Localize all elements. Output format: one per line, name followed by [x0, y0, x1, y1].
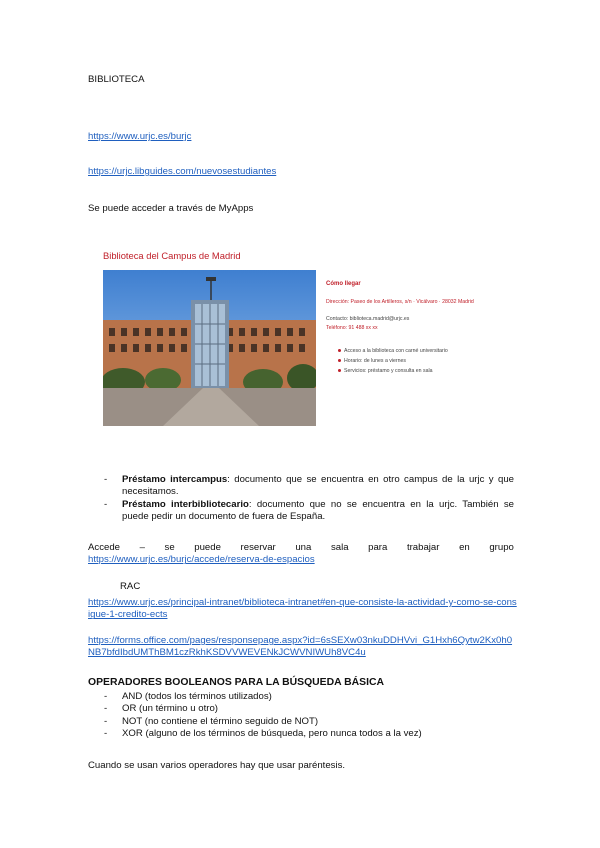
list-item: [104, 474, 514, 499]
libguides-link[interactable]: https://urjc.libguides.com/nuevosestudiantes: [88, 166, 277, 177]
myapps-text: Se puede acceder a través de MyApps: [88, 203, 254, 214]
word: grupo: [489, 542, 514, 553]
slide-panel-line: Acceso a la biblioteca con carné universitario: [344, 348, 448, 354]
word: reservar: [240, 542, 276, 553]
list-item: [104, 716, 422, 728]
operator-text: XOR (alguno de los términos de búsqueda, pero nunca todos a la vez): [122, 728, 422, 740]
forms-link[interactable]: https://forms.office.com/pages/responsepage.aspx?id=6sSEXw03nkuDDHVvi_G1Hxh6Qytw2Kx0h0NB7bfdIbdUMThBM1czRkhKSDVVWEVENkJCWVNIWUh8VC4u: [88, 635, 513, 659]
urjc-library-link[interactable]: https://www.urjc.es/burjc: [88, 131, 192, 142]
dash-bullet-icon: -: [104, 691, 108, 702]
word: Accede: [88, 542, 120, 553]
list-item: [104, 703, 422, 715]
word: trabajar: [406, 542, 440, 553]
reserva-espacios-link[interactable]: https://www.urjc.es/burjc/accede/reserva-de-espacios: [88, 554, 315, 566]
slide-panel-line: Servicios: préstamo y consulta en sala: [344, 368, 433, 374]
slide-bullet-icon: [338, 369, 341, 372]
parentheses-note: Cuando se usan varios operadores hay que usar paréntesis.: [88, 760, 346, 771]
term-bold: Préstamo interbibliotecario: [122, 498, 249, 510]
slide-title: Biblioteca del Campus de Madrid: [103, 250, 241, 261]
list-item: [104, 499, 514, 524]
rac-label: RAC: [120, 581, 141, 592]
accede-paragraph: [88, 542, 514, 567]
slide-panel-line: Contacto: biblioteca.madrid@urjc.es: [326, 316, 410, 322]
word: en: [459, 542, 470, 553]
slide-panel-line: Teléfono: 91 488 xx xx: [326, 325, 378, 331]
word: –: [139, 542, 145, 553]
slide-panel-heading: Cómo llegar: [326, 281, 361, 287]
operator-text: NOT (no contiene el término seguido de NOT): [122, 715, 319, 727]
dash-bullet-icon: -: [104, 703, 108, 715]
dash-bullet-icon: -: [104, 474, 108, 485]
word: puede: [194, 542, 221, 553]
term-bold: Préstamo intercampus: [122, 474, 228, 485]
rac-intranet-link[interactable]: https://www.urjc.es/principal-intranet/biblioteca-intranet#en-que-consiste-la-actividad-y-como-se-consigue-1-credito-ects: [88, 597, 517, 621]
operator-text: OR (un término u otro): [122, 703, 218, 715]
list-item: [104, 691, 422, 703]
library-building-photo: [103, 270, 316, 426]
list-item: [104, 728, 422, 740]
dash-bullet-icon: -: [104, 728, 108, 740]
dash-bullet-icon: -: [104, 498, 108, 510]
operators-heading: OPERADORES BOOLEANOS PARA LA BÚSQUEDA BÁSICA: [88, 677, 384, 688]
operator-text: AND (todos los términos utilizados): [122, 691, 272, 702]
accede-line: [88, 542, 514, 554]
loan-list: [104, 474, 514, 524]
word: para: [368, 542, 388, 553]
term-description: : documento que se encuentra en otro campus de la urjc y que necesitamos.: [122, 474, 515, 498]
word: una: [295, 542, 312, 553]
term-description: : documento que no se encuentra en la urjc. También se puede pedir un documento de fuera de España.: [122, 498, 514, 523]
slide-panel-line: Horario: de lunes a viernes: [344, 358, 406, 364]
page-title: BIBLIOTECA: [88, 74, 145, 85]
dash-bullet-icon: -: [104, 715, 108, 727]
word: se: [164, 542, 175, 553]
slide-bullet-icon: [338, 359, 341, 362]
operators-list: [104, 691, 422, 741]
slide-panel-line: Dirección: Paseo de los Artilleros, s/n · Vicálvaro · 28032 Madrid: [326, 299, 474, 305]
word: sala: [330, 542, 349, 553]
slide-bullet-icon: [338, 349, 341, 352]
